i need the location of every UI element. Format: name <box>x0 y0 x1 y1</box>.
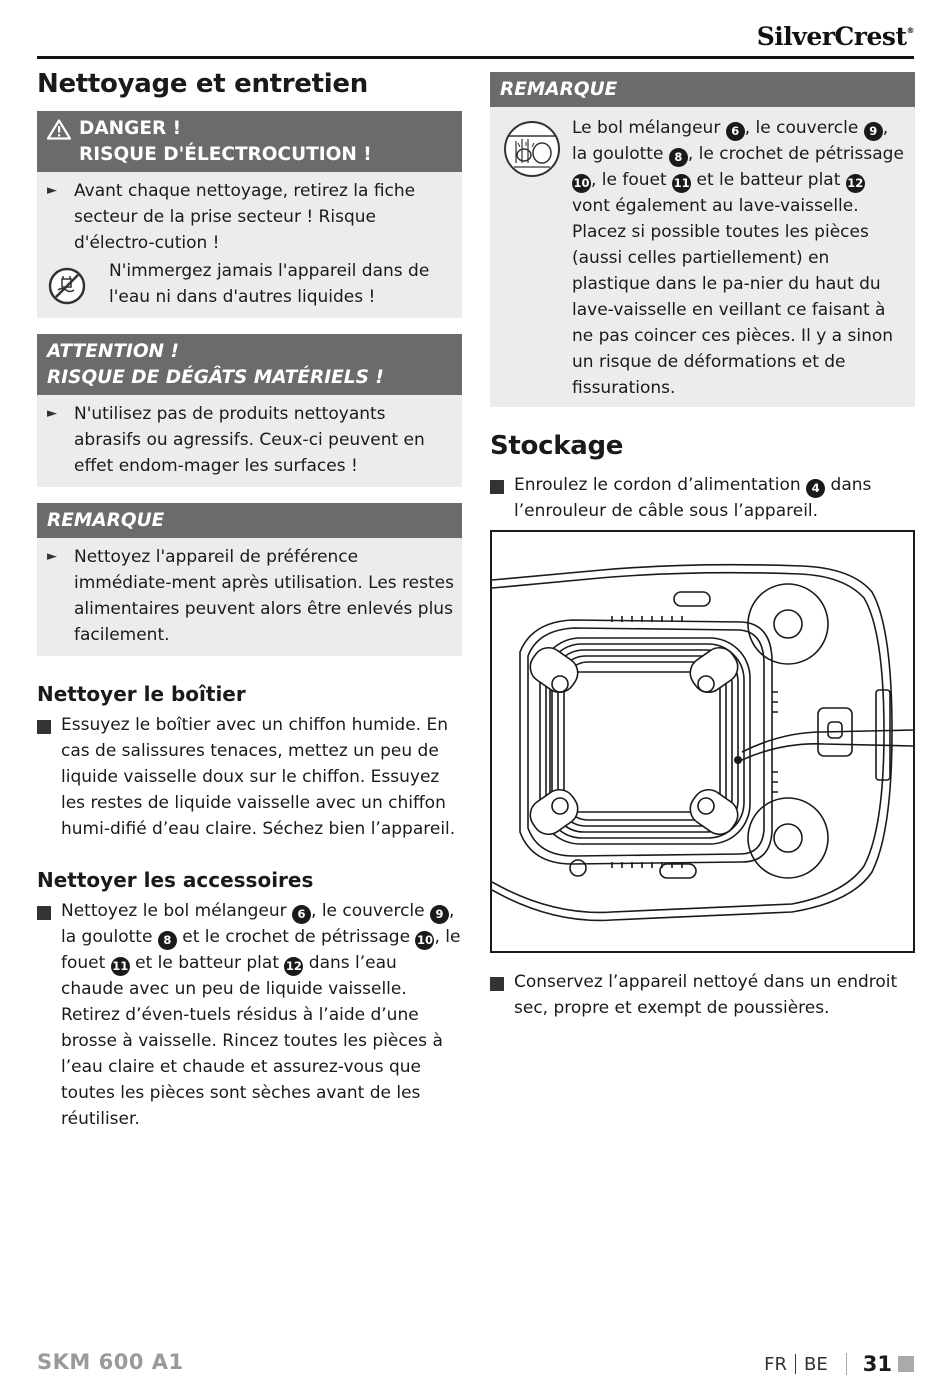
storage-text: Enroulez le cordon d’alimentation 4 dans l’enrouleur de câble sous l’appareil. <box>514 475 872 522</box>
page-number: 31 <box>862 1352 892 1376</box>
part-number-badge: 9 <box>430 905 449 924</box>
note-right-text: Le bol mélangeur 6 , le couvercle 9 , la goulotte 8 , le crochet de pétrissage 10, le fouet 11 et le batteur plat 12 vont également au lave-vaisselle. Placez si possible toutes les pièces (aussi celles partiellement) en plastique dans le pa-nier du haut du lave-vaisselle en veillant ce faisant à ne pas coincer ces pièces. Il y a sinon un risque de déformations et de fissurations. <box>572 118 904 398</box>
arrow-bullet-icon: ► <box>47 406 57 422</box>
attention-heading <box>37 334 462 395</box>
part-number-badge: 6 <box>726 122 745 141</box>
footer-lang-be: BE <box>804 1353 828 1375</box>
left-column <box>37 66 462 1132</box>
part-number-badge: 10 <box>572 174 591 193</box>
square-bullet-icon <box>37 906 51 920</box>
part-number-badge: 12 <box>846 174 865 193</box>
part-number-badge: 11 <box>672 174 691 193</box>
square-bullet-icon <box>37 720 51 734</box>
footer-model: SKM 600 A1 <box>37 1350 184 1374</box>
subsection-title-accessories: Nettoyer les accessoires <box>37 868 314 893</box>
danger-box <box>37 111 462 318</box>
appliance-underside-drawing <box>492 532 913 951</box>
section-title-storage: Stockage <box>490 431 624 461</box>
danger-heading-line1: DANGER ! <box>79 118 182 140</box>
part-number-badge: 6 <box>292 905 311 924</box>
accessories-text: Nettoyez le bol mélangeur 6 , le couvercle 9 , la goulotte 8 et le crochet de pétrissage 10, le fouet 11 et le batteur plat 12 dans l’eau chaude avec un peu de liquide vaisselle. Retirez d’éven-tuels résidus à l’aide d’une brosse à vaisselle. Rincez toutes les pièces à l’eau claire et chaude et assurez-vous que toutes les pièces sont sèches avant de les réutiliser. <box>61 901 461 1130</box>
dishwasher-icon <box>502 115 572 401</box>
danger-item <box>47 178 454 256</box>
part-number-badge: 11 <box>111 957 130 976</box>
arrow-bullet-icon: ► <box>47 183 57 199</box>
right-column <box>490 72 915 1021</box>
housing-text: Essuyez le boîtier avec un chiffon humide. En cas de salissures tenaces, mettez un peu de liquide vaisselle doux sur le chiffon. Essuyez les restes de liquide vaisselle avec un chiffon humi-difié d’eau claire. Séchez bien l’appareil. <box>61 715 456 840</box>
attention-heading-line2: RISQUE DE DÉGÂTS MATÉRIELS ! <box>47 367 384 389</box>
footer-lang-fr: FR <box>764 1353 788 1375</box>
arrow-bullet-icon: ► <box>47 549 57 565</box>
storage-final-text: Conservez l’appareil nettoyé dans un endroit sec, propre et exempt de poussières. <box>514 972 898 1019</box>
storage-final-item <box>490 969 915 1021</box>
footer-separator <box>846 1353 847 1375</box>
subsection-title-housing: Nettoyer le boîtier <box>37 682 246 707</box>
danger-heading <box>37 111 462 172</box>
note-heading-right: REMARQUE <box>490 72 915 107</box>
square-bullet-icon <box>490 977 504 991</box>
warning-triangle-icon <box>47 116 79 168</box>
danger-item-text: Avant chaque nettoyage, retirez la fiche secteur de la prise secteur ! Risque d'électro-cution ! <box>74 181 416 254</box>
part-number-badge: 8 <box>158 931 177 950</box>
cord-storage-illustration <box>490 530 915 953</box>
attention-box <box>37 334 462 487</box>
part-number-badge: 10 <box>415 931 434 950</box>
section-title-cleaning: Nettoyage et entretien <box>37 69 368 99</box>
danger-heading-line2: RISQUE D'ÉLECTROCUTION ! <box>79 144 372 166</box>
note-item-left-text: Nettoyez l'appareil de préférence immédiate-ment après utilisation. Les restes alimentaires peuvent alors être enlevés plus facilement. <box>74 547 454 646</box>
part-number-badge: 8 <box>669 148 688 167</box>
page-marker-icon <box>898 1356 914 1372</box>
immersion-warning <box>47 258 454 310</box>
attention-item-text: N'utilisez pas de produits nettoyants abrasifs ou agressifs. Ceux-ci peuvent en effet endom-mager les surfaces ! <box>74 404 425 477</box>
part-number-badge: 9 <box>864 122 883 141</box>
brand-logo: SilverCrest® <box>756 22 914 51</box>
storage-item <box>490 472 915 524</box>
attention-heading-line1: ATTENTION ! <box>47 341 179 363</box>
part-number-badge: 4 <box>806 479 825 498</box>
immersion-warning-text: N'immergez jamais l'appareil dans de l'eau ni dans d'autres liquides ! <box>109 261 430 308</box>
part-number-badge: 12 <box>284 957 303 976</box>
note-heading-left: REMARQUE <box>37 503 462 538</box>
header-rule <box>37 56 914 59</box>
housing-item <box>37 712 462 842</box>
note-item-left <box>47 544 454 648</box>
note-box-left <box>37 503 462 656</box>
footer-page-info <box>764 1352 914 1376</box>
no-immersion-icon <box>47 258 109 310</box>
footer-separator <box>795 1354 796 1374</box>
accessories-item <box>37 898 462 1132</box>
note-box-right <box>490 72 915 407</box>
attention-item <box>47 401 454 479</box>
square-bullet-icon <box>490 480 504 494</box>
